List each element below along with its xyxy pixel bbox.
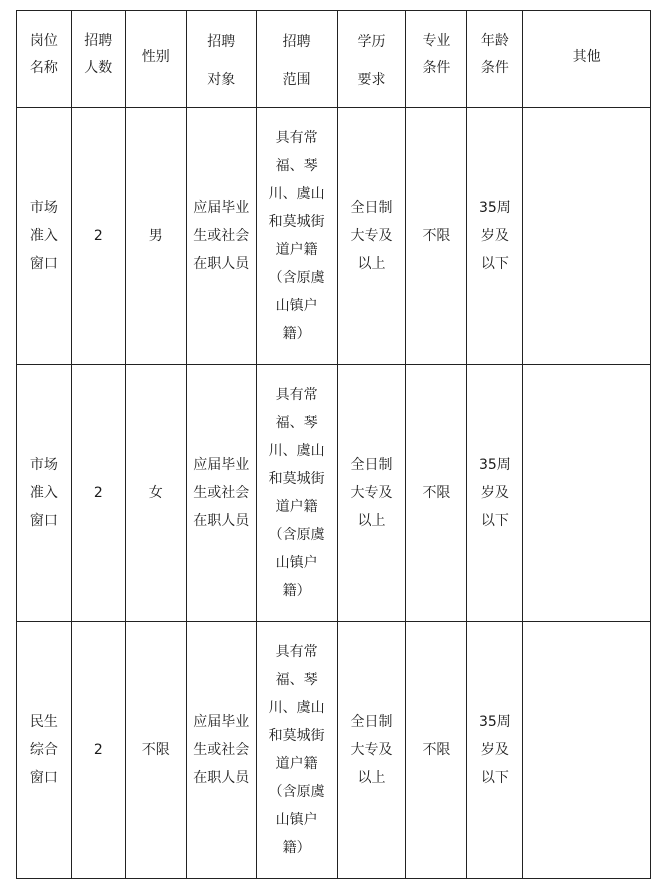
cell-major: 不限 bbox=[406, 622, 467, 879]
cell-age: 35周岁及以下 bbox=[467, 622, 523, 879]
cell-count: 2 bbox=[71, 365, 125, 622]
recruitment-table bbox=[16, 10, 651, 879]
header-education: 学历要求 bbox=[337, 11, 406, 108]
header-row bbox=[17, 11, 651, 108]
table-row bbox=[17, 108, 651, 365]
cell-range: 具有常福、琴川、虞山和莫城街道户籍（含原虞山镇户籍） bbox=[256, 108, 337, 365]
cell-count: 2 bbox=[71, 108, 125, 365]
table-row bbox=[17, 365, 651, 622]
cell-education: 全日制大专及以上 bbox=[337, 622, 406, 879]
cell-position: 民生综合窗口 bbox=[17, 622, 72, 879]
cell-other bbox=[523, 108, 651, 365]
header-major: 专业条件 bbox=[406, 11, 467, 108]
cell-position: 市场准入窗口 bbox=[17, 365, 72, 622]
cell-target: 应届毕业生或社会在职人员 bbox=[186, 365, 256, 622]
cell-education: 全日制大专及以上 bbox=[337, 365, 406, 622]
header-age: 年龄条件 bbox=[467, 11, 523, 108]
cell-range: 具有常福、琴川、虞山和莫城街道户籍（含原虞山镇户籍） bbox=[256, 622, 337, 879]
cell-age: 35周岁及以下 bbox=[467, 365, 523, 622]
header-count: 招聘人数 bbox=[71, 11, 125, 108]
cell-position: 市场准入窗口 bbox=[17, 108, 72, 365]
header-position: 岗位名称 bbox=[17, 11, 72, 108]
header-target: 招聘对象 bbox=[186, 11, 256, 108]
header-gender: 性别 bbox=[125, 11, 186, 108]
cell-age: 35周岁及以下 bbox=[467, 108, 523, 365]
cell-target: 应届毕业生或社会在职人员 bbox=[186, 108, 256, 365]
cell-major: 不限 bbox=[406, 108, 467, 365]
cell-education: 全日制大专及以上 bbox=[337, 108, 406, 365]
cell-target: 应届毕业生或社会在职人员 bbox=[186, 622, 256, 879]
cell-gender: 女 bbox=[125, 365, 186, 622]
header-other: 其他 bbox=[523, 11, 651, 108]
cell-other bbox=[523, 365, 651, 622]
cell-range: 具有常福、琴川、虞山和莫城街道户籍（含原虞山镇户籍） bbox=[256, 365, 337, 622]
cell-count: 2 bbox=[71, 622, 125, 879]
cell-major: 不限 bbox=[406, 365, 467, 622]
header-range: 招聘范围 bbox=[256, 11, 337, 108]
cell-other bbox=[523, 622, 651, 879]
table-row bbox=[17, 622, 651, 879]
cell-gender: 不限 bbox=[125, 622, 186, 879]
cell-gender: 男 bbox=[125, 108, 186, 365]
